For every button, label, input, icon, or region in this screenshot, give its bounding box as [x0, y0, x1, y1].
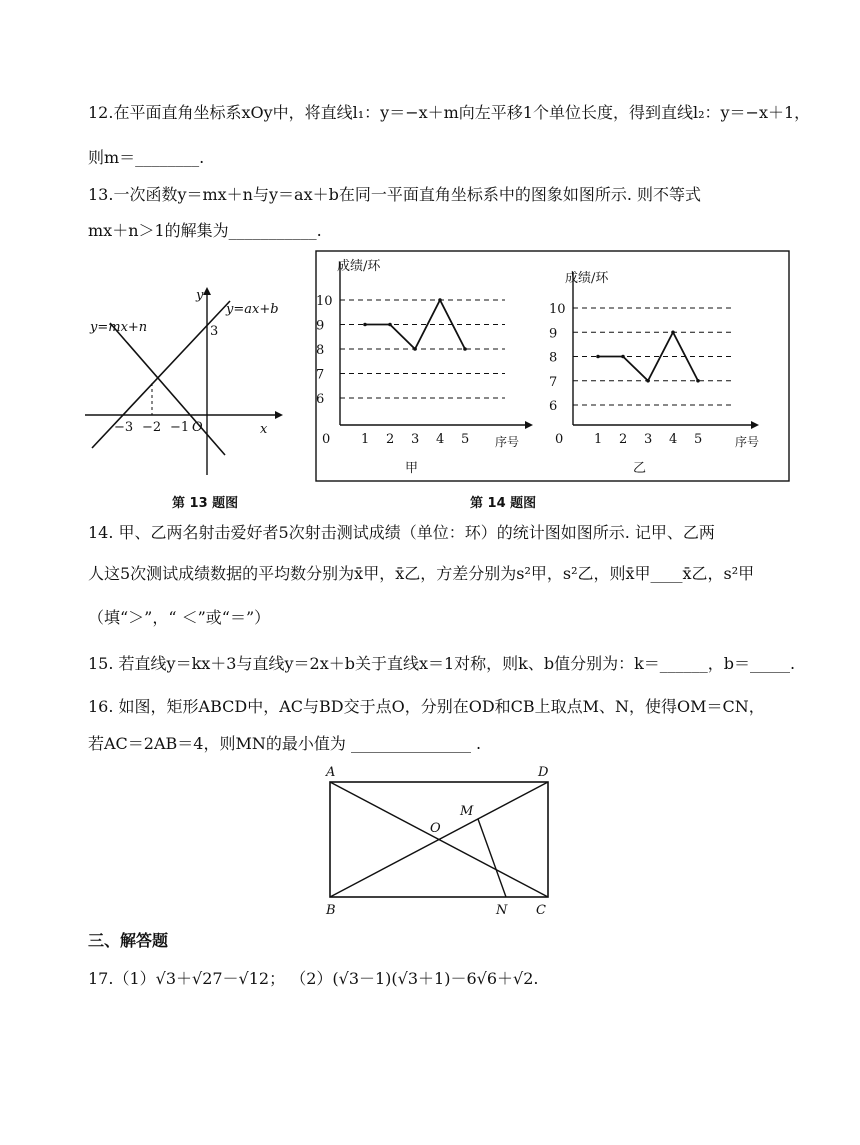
x-tick-label: 3	[411, 432, 420, 447]
tick-neg3: −3	[114, 420, 134, 435]
point-m: M	[460, 804, 474, 819]
y-tick-label: 9	[549, 326, 558, 342]
y-tick-label: 8	[316, 343, 325, 358]
x-tick-label: 4	[669, 432, 678, 447]
data-point	[388, 323, 392, 327]
y-tick-label: 10	[549, 302, 566, 317]
data-point	[621, 355, 625, 359]
point-d: D	[538, 765, 549, 780]
section3-title: 三、解答题	[88, 931, 169, 950]
q13-figure	[80, 285, 290, 485]
x-tick-label: 1	[361, 432, 370, 447]
tick-neg1: −1	[170, 420, 190, 435]
x-tick-label: 5	[461, 432, 470, 447]
q14-line1: 14. 甲、乙两名射击爱好者5次射击测试成绩（单位：环）的统计图如图所示. 记甲、乙两	[88, 523, 715, 542]
chart-jia	[316, 258, 533, 476]
point-o: O	[430, 821, 441, 836]
q16-line1: 16. 如图，矩形ABCD中，AC与BD交于点O，分别在OD和CB上取点M、N，使得OM＝CN，	[88, 697, 765, 716]
q17-line1: 17.（1）√3＋√27－√12； （2）(√3－1)(√3＋1)－6√6＋√2.	[88, 969, 539, 988]
jia-ylabel: 成绩/环	[337, 259, 381, 274]
data-point	[463, 347, 467, 351]
origin-label: O	[192, 420, 203, 435]
x-tick-label: 1	[594, 432, 603, 447]
q14-line2: 人这5次测试成绩数据的平均数分别为x̄甲，x̄乙，方差分别为s²甲，s²乙，则x̄甲____x̄乙，s²甲	[88, 564, 755, 583]
jia-xlabel: 序号	[495, 435, 520, 449]
q15-line1: 15. 若直线y＝kx＋3与直线y＝2x＋b关于直线x＝1对称，则k、b值分别为：k＝______，b＝_____.	[88, 654, 796, 673]
label-ax-b: y=ax+b	[226, 302, 279, 317]
x-tick-label: 5	[694, 432, 703, 447]
x-tick-label: 3	[644, 432, 653, 447]
yi-name: 乙	[633, 461, 647, 476]
point-n: N	[496, 903, 508, 918]
y-tick-label: 10	[316, 294, 333, 309]
y-tick-label: 7	[549, 374, 558, 390]
data-point	[696, 379, 700, 383]
x-tick-label: 2	[386, 432, 395, 447]
q12-line1: 12.在平面直角坐标系xOy中，将直线l₁：y＝−x＋m向左平移1个单位长度，得到直线l₂：y＝−x＋1，	[88, 103, 811, 122]
q14-figure	[315, 250, 790, 482]
point-c: C	[536, 903, 546, 918]
q12-line2: 则m＝________.	[88, 148, 205, 167]
q14-caption: 第 14 题图	[470, 496, 537, 511]
data-point	[646, 379, 650, 383]
y-tick-label: 9	[316, 318, 325, 334]
q16-line2: 若AC＝2AB＝4，则MN的最小值为 _______________ .	[88, 734, 482, 753]
y-intercept-label: 3	[210, 324, 219, 339]
jia-name: 甲	[405, 461, 419, 476]
x-tick-label: 0	[322, 432, 331, 447]
data-point	[596, 355, 600, 359]
axis-x-label: x	[260, 422, 268, 437]
axis-y-label: y	[196, 288, 204, 303]
label-mx-n: y=mx+n	[90, 320, 148, 335]
point-b: B	[326, 903, 336, 918]
yi-ylabel: 成绩/环	[565, 271, 609, 286]
x-axis-arrow	[751, 421, 759, 429]
y-tick-label: 8	[549, 350, 558, 366]
data-point	[363, 323, 367, 327]
data-point	[413, 347, 417, 351]
segment-mn	[478, 819, 506, 897]
q13-line2: mx＋n＞1的解集为___________.	[88, 221, 322, 240]
y-tick-label: 7	[316, 367, 325, 383]
q13-caption: 第 13 题图	[172, 496, 239, 511]
line-y-mx-n	[110, 323, 225, 455]
point-a: A	[326, 765, 336, 780]
x-tick-label: 4	[436, 432, 445, 447]
tick-neg2: −2	[142, 420, 162, 435]
y-tick-label: 6	[316, 392, 325, 407]
q16-figure	[318, 760, 578, 920]
x-axis-arrow	[525, 421, 533, 429]
chart-yi	[549, 270, 759, 476]
x-tick-label: 0	[555, 432, 564, 447]
q14-line3: （填“＞”，“ ＜”或“＝”）	[88, 608, 271, 627]
x-tick-label: 2	[619, 432, 628, 447]
q13-line1: 13.一次函数y＝mx＋n与y＝ax＋b在同一平面直角坐标系中的图象如图所示. 则不等式	[88, 185, 702, 204]
data-point	[671, 330, 675, 334]
data-point	[438, 298, 442, 302]
yi-xlabel: 序号	[735, 435, 760, 449]
y-tick-label: 6	[549, 399, 558, 414]
